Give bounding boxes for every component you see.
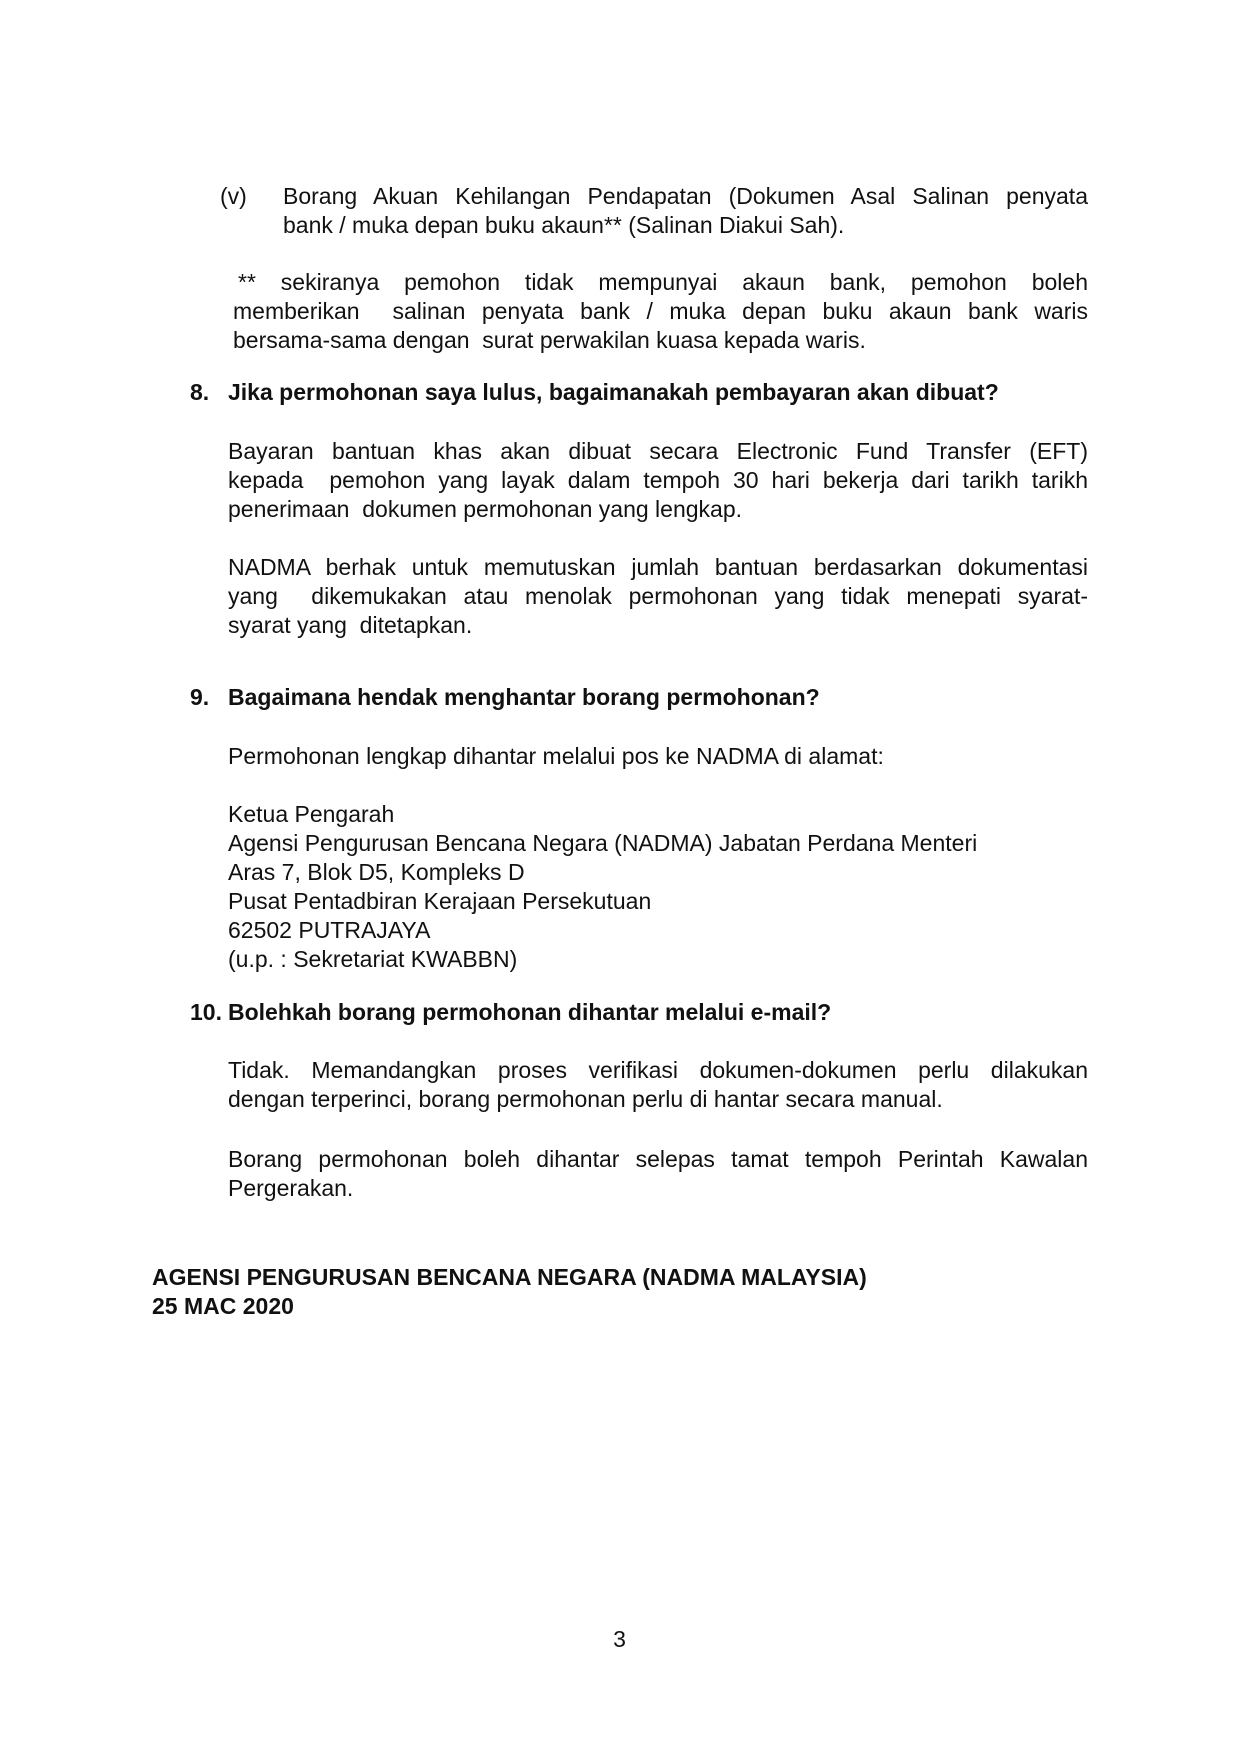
text-line: Permohonan lengkap dihantar melalui pos ke NADMA di alamat: <box>228 743 884 769</box>
address-line: 62502 PUTRAJAYA <box>228 917 431 943</box>
text-line: Borang Akuan Kehilangan Pendapatan (Dokumen Asal Salinan penyata <box>283 183 1088 209</box>
signature-block <box>152 1263 1088 1321</box>
text-line: Tidak. Memandangkan proses verifikasi dokumen-dokumen perlu dilakukan <box>228 1057 1088 1083</box>
agency-name: AGENSI PENGURUSAN BENCANA NEGARA (NADMA MALAYSIA) <box>152 1264 867 1290</box>
address-line: (u.p. : Sekretariat KWABBN) <box>228 946 518 972</box>
text-line: bank / muka depan buku akaun** (Salinan Diakui Sah). <box>283 212 845 238</box>
text-line: bersama-sama dengan surat perwakilan kuasa kepada waris. <box>233 327 866 353</box>
text-line: syarat yang ditetapkan. <box>228 612 473 638</box>
answer-8-paragraph-2 <box>228 553 1088 640</box>
text-line: kepada pemohon yang layak dalam tempoh 30 hari bekerja dari tarikh tarikh <box>228 467 1088 493</box>
address-line: Ketua Pengarah <box>228 801 395 827</box>
text-line: ** sekiranya pemohon tidak mempunyai akaun bank, pemohon boleh <box>238 269 1088 295</box>
question-text: Jika permohonan saya lulus, bagaimanakah pembayaran akan dibuat? <box>228 379 999 405</box>
answer-9-intro <box>228 742 1088 771</box>
list-item-v-text <box>283 182 1088 240</box>
text-line: NADMA berhak untuk memutuskan jumlah bantuan berdasarkan dokumentasi <box>228 554 1088 580</box>
answer-10-paragraph-1 <box>228 1056 1088 1114</box>
address-line: Agensi Pengurusan Bencana Negara (NADMA) Jabatan Perdana Menteri <box>228 830 978 856</box>
text-line: yang dikemukakan atau menolak permohonan yang tidak menepati syarat- <box>228 583 1088 609</box>
question-text: Bolehkah borang permohonan dihantar melalui e-mail? <box>228 999 832 1025</box>
footnote-paragraph <box>233 268 1088 355</box>
address-line: Aras 7, Blok D5, Kompleks D <box>228 859 525 885</box>
text-line: dengan terperinci, borang permohonan perlu di hantar secara manual. <box>228 1086 943 1112</box>
answer-8-paragraph-1 <box>228 437 1088 524</box>
question-number: 8. <box>190 379 210 405</box>
question-number: 10. <box>190 999 222 1025</box>
list-item-v <box>220 182 1088 240</box>
text-line: Borang permohonan boleh dihantar selepas tamat tempoh Perintah Kawalan <box>228 1146 1088 1172</box>
text-line: penerimaan dokumen permohonan yang lengkap. <box>228 496 743 522</box>
text-line: Pergerakan. <box>228 1175 354 1201</box>
mailing-address <box>228 800 1088 974</box>
question-text: Bagaimana hendak menghantar borang permohonan? <box>228 684 820 710</box>
page-number: 3 <box>613 1626 626 1652</box>
list-item-v-marker: (v) <box>220 183 247 209</box>
question-10-heading <box>190 998 1088 1027</box>
question-8-heading <box>190 378 1088 407</box>
question-number: 9. <box>190 684 210 710</box>
document-date: 25 MAC 2020 <box>152 1293 294 1319</box>
text-line: memberikan salinan penyata bank / muka depan buku akaun bank waris <box>233 298 1088 324</box>
address-line: Pusat Pentadbiran Kerajaan Persekutuan <box>228 888 652 914</box>
question-9-heading <box>190 683 1088 712</box>
answer-10-paragraph-2 <box>228 1145 1088 1203</box>
text-line: Bayaran bantuan khas akan dibuat secara Electronic Fund Transfer (EFT) <box>228 438 1088 464</box>
